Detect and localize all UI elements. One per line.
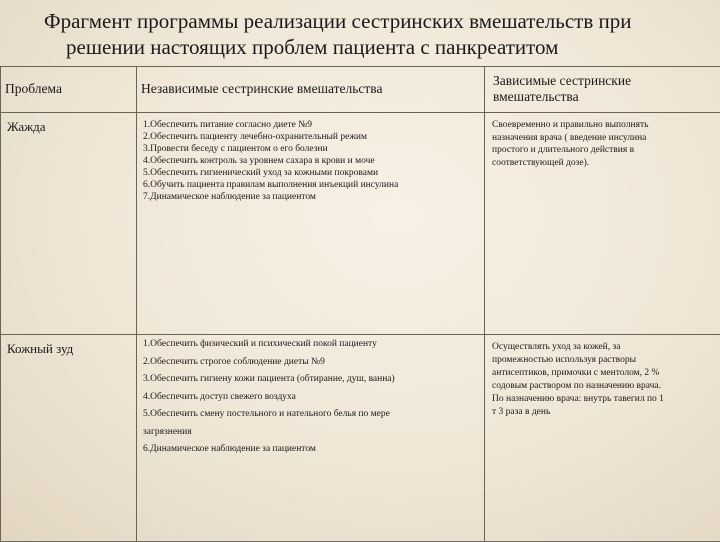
row-1-problem: Жажда [1,113,137,335]
header-problem: Проблема [1,67,137,113]
text-line: Осуществлять уход за кожей, за [492,341,718,354]
list-item: 1.Обеспечить питание согласно диете №9 [143,119,480,131]
list-item: 4.Обеспечить контроль за уровнем сахара в крови и моче [143,155,480,167]
slide-title [0,8,720,60]
list-item: 5.Обеспечить смену постельного и нательного белья по мере [143,406,480,424]
list-item: 6.Динамическое наблюдение за пациентом [143,441,480,459]
list-item: 3.Обеспечить гигиену кожи пациента (обтирание, душ, ванна) [143,371,480,389]
interventions-table [0,66,720,542]
text-line: назначения врача ( введение инсулина [492,132,718,145]
row-1-dependent [485,113,720,335]
text-line: соответствующей дозе). [492,157,718,170]
row-2-dependent [485,335,720,542]
text-line: т 3 раза в день [492,406,718,419]
list-item: 1.Обеспечить физический и психический покой пациенту [143,336,480,354]
text-line: По назначению врача: внутрь тавегил по 1 [492,393,718,406]
row-1-independent [137,113,485,335]
text-line: антисептиков, примочки с ментолом, 2 % [492,367,718,380]
title-line-2: решении настоящих проблем пациента с панкреатитом [0,34,710,60]
text-line: промежностью используя растворы [492,354,718,367]
list-item: 2.Обеспечить строгое соблюдение диеты №9 [143,354,480,372]
row-2-problem: Кожный зуд [1,335,137,542]
text-line: Своевременно и правильно выполнять [492,119,718,132]
list-item: 6.Обучить пациента правилам выполнения инъекций инсулина [143,179,480,191]
header-dependent: Зависимые сестринские вмешательства [485,67,720,113]
list-item: загрязнения [143,424,480,442]
list-item: 5.Обеспечить гигиенический уход за кожными покровами [143,167,480,179]
text-line: простого и длительного действия в [492,144,718,157]
list-item: 7.Динамическое наблюдение за пациентом [143,191,480,203]
title-line-1: Фрагмент программы реализации сестринских вмешательств при [0,8,710,34]
list-item: 2.Обеспечить пациенту лечебно-охранительный режим [143,131,480,143]
text-line: содовым раствором по назначению врача. [492,380,718,393]
table-header-row [1,67,720,113]
row-2-independent [137,335,485,542]
table-row [1,335,720,542]
list-item: 3.Провести беседу с пациентом о его болезни [143,143,480,155]
list-item: 4.Обеспечить доступ свежего воздуха [143,389,480,407]
header-independent: Независимые сестринские вмешательства [137,67,485,113]
table-row [1,113,720,335]
